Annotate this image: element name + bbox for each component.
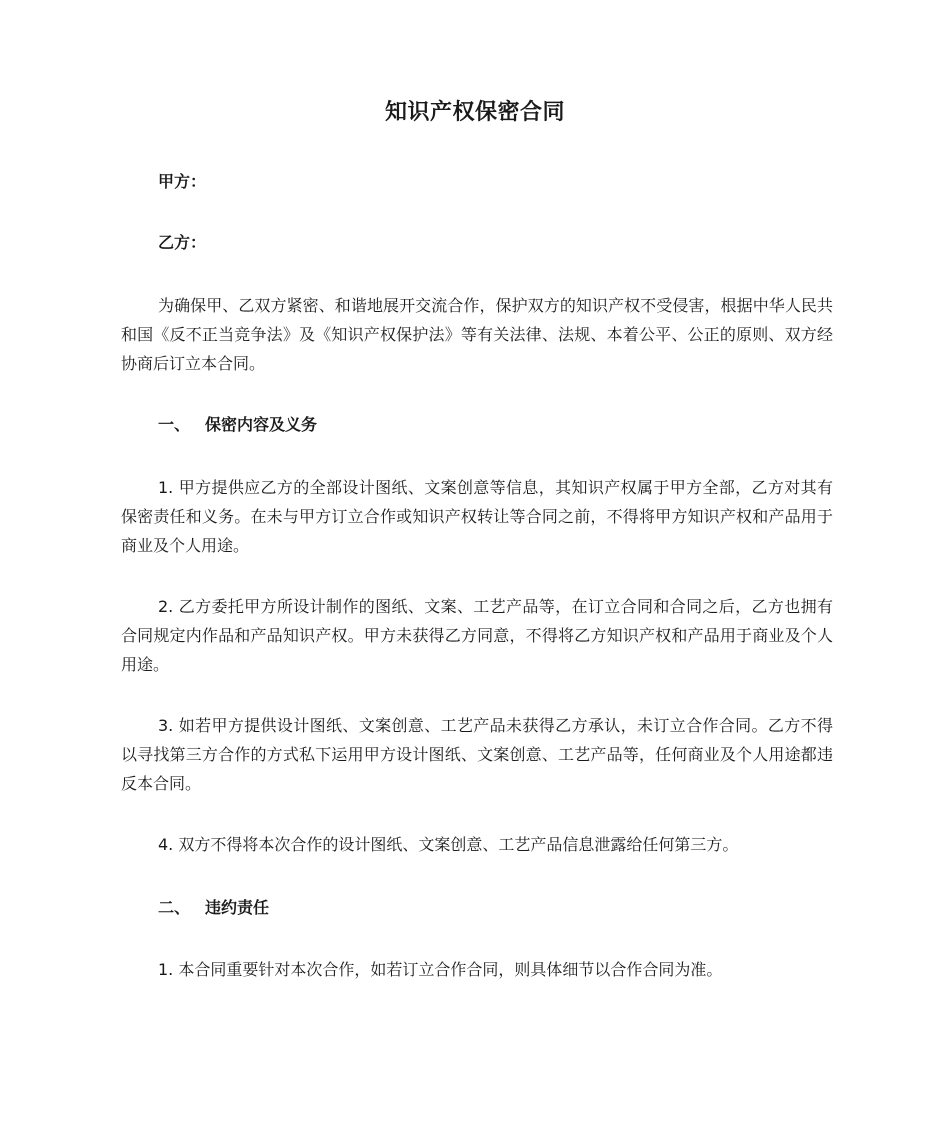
party-a-label: 甲方： xyxy=(158,172,207,191)
clause-1-4: 4. 双方不得将本次合作的设计图纸、文案创意、工艺产品信息泄露给任何第三方。 xyxy=(158,835,739,854)
clause-1-3: 3. 如若甲方提供设计图纸、文案创意、工艺产品未获得乙方承认，未订立合作合同。乙方不得以寻找第三方合作的方式私下运用甲方设计图纸、文案创意、工艺产品等，任何商业及个人用途都违反本合同。 xyxy=(121,716,833,793)
clause-1-2: 2. 乙方委托甲方所设计制作的图纸、文案、工艺产品等，在订立合同和合同之后，乙方也拥有合同规定内作品和产品知识产权。甲方未获得乙方同意，不得将乙方知识产权和产品用于商业及个人用途。 xyxy=(121,597,833,674)
section-number: 二、 xyxy=(158,898,191,917)
document-title: 知识产权保密合同 xyxy=(384,100,565,125)
section-title: 违约责任 xyxy=(205,898,270,917)
section-heading-1 xyxy=(158,414,317,436)
section-title: 保密内容及义务 xyxy=(205,415,318,434)
section-heading-2 xyxy=(158,897,269,919)
intro-paragraph: 为确保甲、乙双方紧密、和谐地展开交流合作，保护双方的知识产权不受侵害，根据中华人民共和国《反不正当竞争法》及《知识产权保护法》等有关法律、法规、本着公平、公正的原则、双方经协商后订立本合同。 xyxy=(121,296,833,373)
clause-1-1: 1. 甲方提供应乙方的全部设计图纸、文案创意等信息，其知识产权属于甲方全部，乙方对其有保密责任和义务。在未与甲方订立合作或知识产权转让等合同之前，不得将甲方知识产权和产品用于商业及个人用途。 xyxy=(121,478,833,555)
party-b-label: 乙方： xyxy=(158,233,207,252)
section-number: 一、 xyxy=(158,415,191,434)
clause-2-1: 1. 本合同重要针对本次合作，如若订立合作合同，则具体细节以合作合同为准。 xyxy=(158,960,723,979)
